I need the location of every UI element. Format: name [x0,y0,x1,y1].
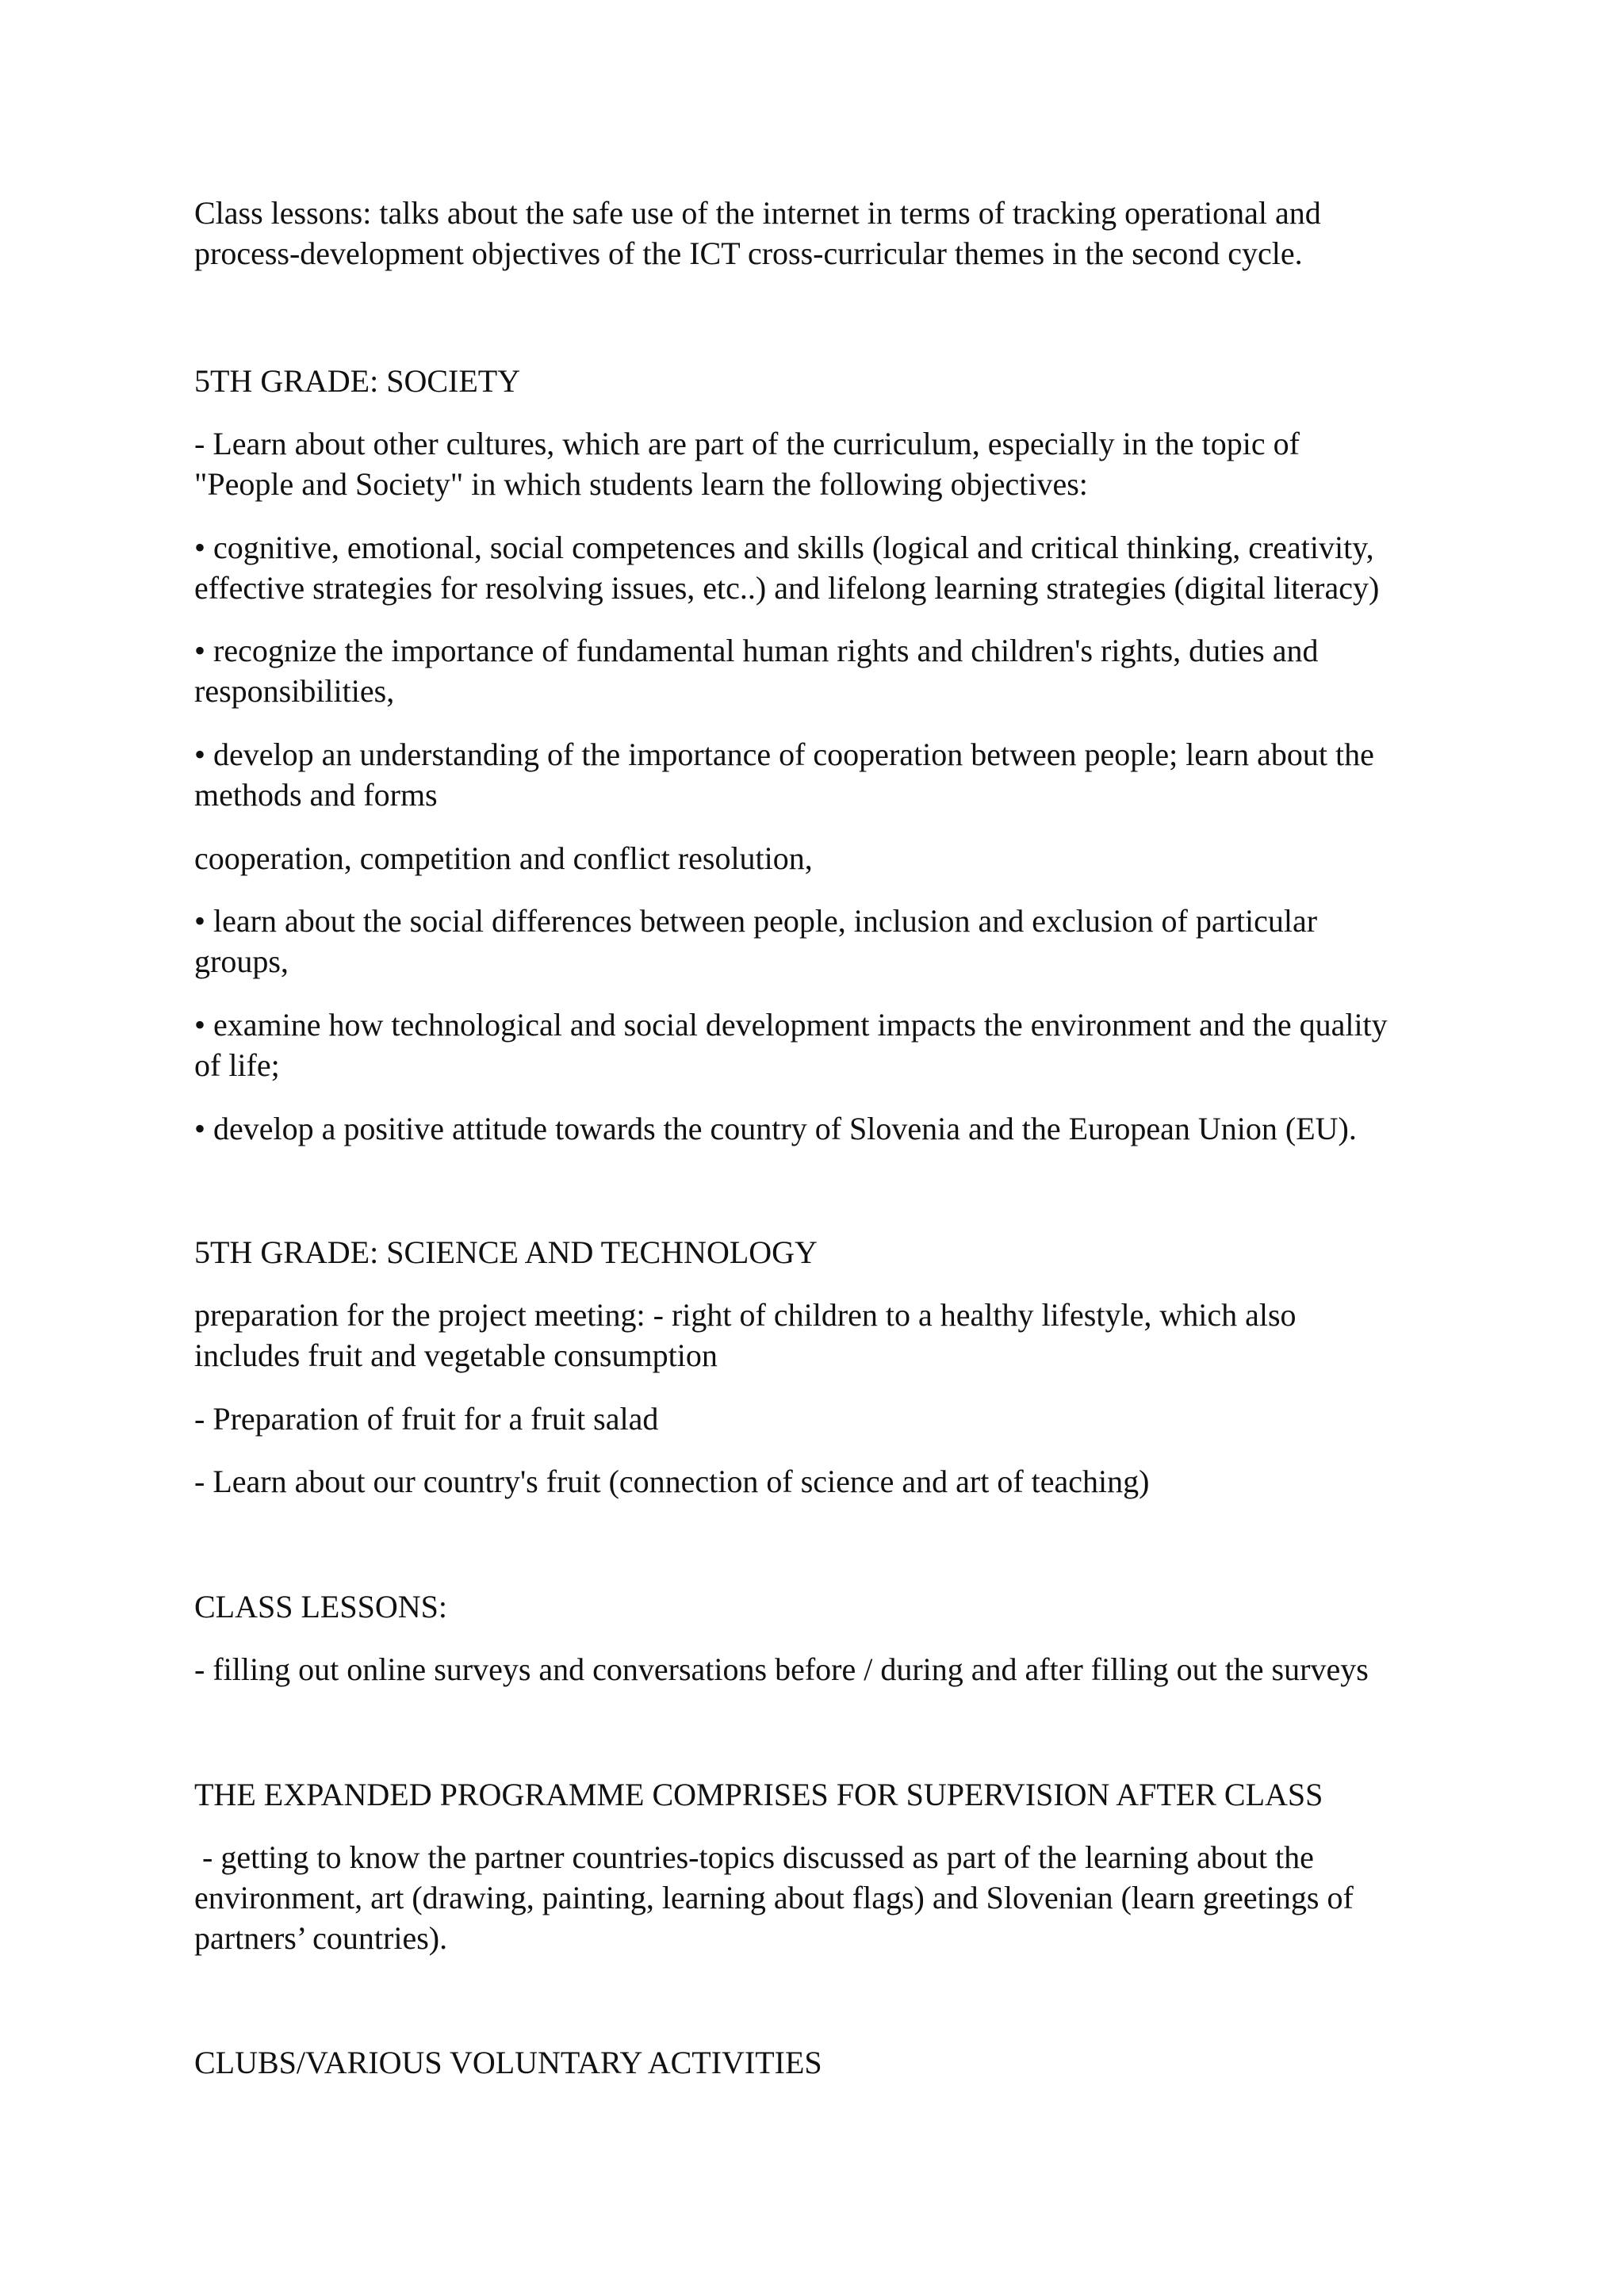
class-lessons-heading: CLASS LESSONS: [194,1589,447,1624]
intro-line-2: process-development objectives of the ICT cross-curricular themes in the second cycle. [194,235,1303,271]
science-paragraph-1 [194,1295,1447,1376]
society-heading: 5TH GRADE: SOCIETY [194,363,521,399]
intro-paragraph [194,193,1447,274]
expanded-line-2: environment, art (drawing, painting, learning about flags) and Slovenian (learn greetings of [194,1880,1354,1915]
objective-4-line-2: groups, [194,943,289,979]
objective-4-line-1: • learn about the social differences between people, inclusion and exclusion of particular [194,903,1318,939]
intro-line-1: Class lessons: talks about the safe use of the internet in terms of tracking operational and [194,195,1321,231]
society-objective-3 [194,734,1447,815]
objective-2-line-1: • recognize the importance of fundamental human rights and children's rights, duties and [194,633,1319,668]
society-intro-line-2: "People and Society" in which students learn the following objectives: [194,466,1088,502]
objective-2-line-2: responsibilities, [194,673,395,709]
objective-1-line-1: • cognitive, emotional, social competences and skills (logical and critical thinking, creativity, [194,530,1374,565]
objective-5-line-1: • examine how technological and social development impacts the environment and the quality [194,1007,1388,1043]
science-p1-line-1: preparation for the project meeting: - right of children to a healthy lifestyle, which also [194,1297,1297,1333]
science-paragraph-3: - Learn about our country's fruit (connection of science and art of teaching) [194,1464,1150,1499]
society-objective-5 [194,1004,1447,1085]
expanded-programme-heading: THE EXPANDED PROGRAMME COMPRISES FOR SUPERVISION AFTER CLASS [194,1777,1323,1812]
science-p1-line-2: includes fruit and vegetable consumption [194,1337,718,1373]
society-objective-1 [194,527,1447,608]
society-intro [194,423,1447,504]
society-objective-3-continuation: cooperation, competition and conflict resolution, [194,840,813,876]
expanded-line-1: - getting to know the partner countries-topics discussed as part of the learning about the [194,1839,1314,1875]
expanded-line-3: partners’ countries). [194,1920,448,1956]
class-lessons-paragraph: - filling out online surveys and conversations before / during and after filling out the surveys [194,1651,1369,1687]
objective-3-line-1: • develop an understanding of the importance of cooperation between people; learn about the [194,737,1374,772]
objective-3-line-2: methods and forms [194,777,438,813]
science-heading: 5TH GRADE: SCIENCE AND TECHNOLOGY [194,1234,818,1270]
objective-1-line-2: effective strategies for resolving issues, etc..) and lifelong learning strategies (digital literacy) [194,570,1380,606]
science-paragraph-2: - Preparation of fruit for a fruit salad [194,1401,659,1437]
objective-5-line-2: of life; [194,1047,280,1083]
society-objective-4 [194,901,1447,982]
society-objective-2 [194,630,1447,711]
clubs-heading: CLUBS/VARIOUS VOLUNTARY ACTIVITIES [194,2045,822,2080]
society-intro-line-1: - Learn about other cultures, which are part of the curriculum, especially in the topic of [194,426,1300,461]
expanded-programme-paragraph [194,1837,1447,1958]
society-objective-6: • develop a positive attitude towards the country of Slovenia and the European Union (EU). [194,1111,1357,1146]
